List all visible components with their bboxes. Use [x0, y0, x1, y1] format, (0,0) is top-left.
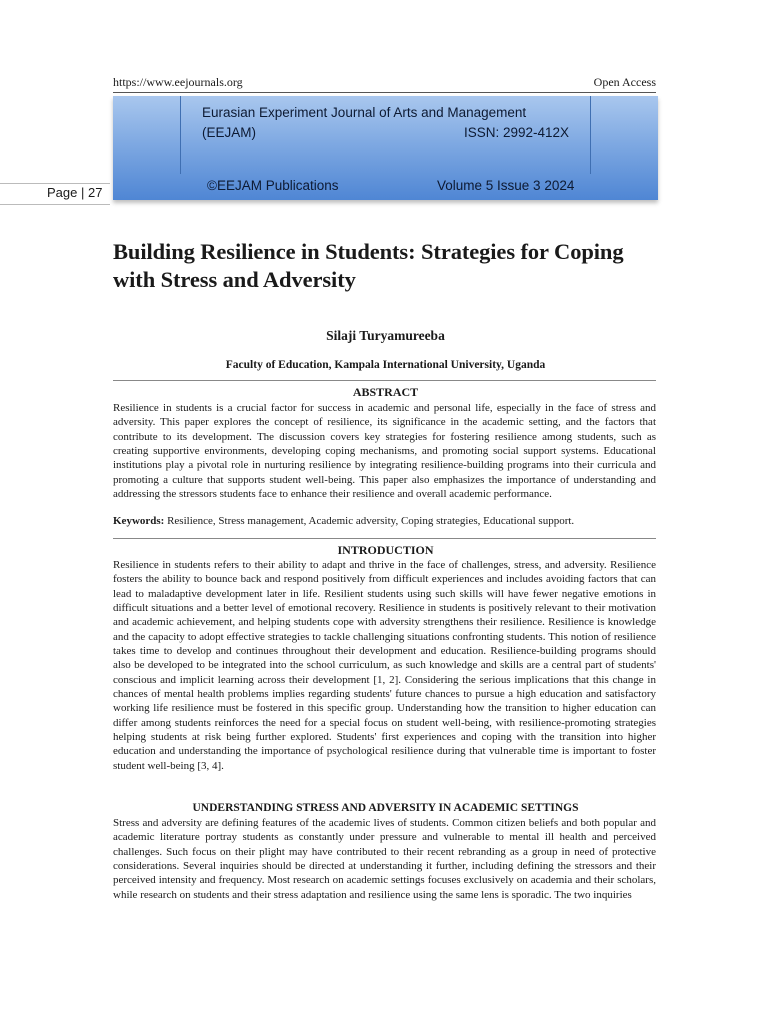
journal-banner — [113, 96, 658, 200]
publisher: ©EEJAM Publications — [207, 178, 339, 193]
intro-rule — [113, 538, 656, 539]
author-name: Silaji Turyamureeba — [326, 328, 445, 343]
journal-abbr: (EEJAM) — [202, 125, 256, 140]
open-access-label: Open Access — [593, 75, 656, 89]
author-affiliation: Faculty of Education, Kampala International University, Uganda — [225, 359, 546, 371]
abstract-text: Resilience in students is a crucial factor for success in academic and personal life, especially in the face of stress and adversity. This paper explores the concept of resilience, its significance in the academic setting, and the factors that contribute to its development. The discussion covers key strategies for fostering resilience among students, such as creating supportive environments, developing coping mechanisms, and promoting social support systems. Educational institutions play a pivotal role in nurturing resilience by integrating resilience-building programs into their curricula and promoting a culture that supports student well-being. This paper also emphasizes the importance of understanding and addressing the stressors students face to enhance their resilience and overall academic performance. — [113, 402, 656, 501]
keywords-list: Resilience, Stress management, Academic adversity, Coping strategies, Educational support. — [167, 515, 575, 527]
journal-name: Eurasian Experiment Journal of Arts and Management — [202, 105, 527, 120]
section-heading: UNDERSTANDING STRESS AND ADVERSITY IN ACADEMIC SETTINGS — [192, 802, 579, 814]
abstract-heading: ABSTRACT — [352, 385, 419, 399]
journal-issn: ISSN: 2992-412X — [464, 125, 570, 140]
header-rule — [113, 92, 656, 93]
url[interactable]: https://www.eejournals.org — [113, 75, 243, 89]
keywords — [113, 514, 658, 528]
keywords-label: Keywords: — [113, 515, 165, 527]
article-title: Building Resilience in Students: Strategies for Coping with Stress and Adversity — [113, 239, 624, 292]
abstract-rule — [113, 380, 656, 381]
introduction-text: Resilience in students refers to their ability to adapt and thrive in the face of challenges, stress, and adversity. Resilience fosters the ability to bounce back and respond positively from difficult experiences and includes avoiding factors that can lead to maladaptive development later in life. Resilient students using such skills will have fewer negative emotions in difficult situations and a better level of emotional recovery. Resilience in students is positively relevant to their motivation and academic achievement, and helping students cope with adversity strengthens their resilience. Resilience is knowledge and the capacity to adopt effective strategies to tackle challenging situations confronting students. This notion of resilience takes time to develop and continues throughout their development and education. Resilience-building programs should also be developed to be integrated into the school curriculum, as such knowledge and skills are a central part of students' conscious and implicit learning across their development [1, 2]. Considering the serious implications that this change in chances of mental health problems implies regarding students' future chances to pursue a high education and satisfactory working life resilience must be fostered in this specific group. Understanding how the transition to higher education can differ among students reinforces the need for a special focus on student well-being, with resilience-promoting strategies helping students at risk being further explored. Students' first experiences and coping with the transition into higher education and understanding the importance of psychological resilience during that vulnerable time is important to foster student well-being [3, 4]. — [113, 559, 656, 772]
banner-divider-right — [590, 96, 591, 174]
section-text: Stress and adversity are defining features of the academic lives of students. Common citizen beliefs and both popular and academic literature portray students as constantly under pressure and vulnerable to mental ill health and perceived challenges. Such focus on their plight may have contributed to their recent rebranding as a group in need of protective considerations. Several inquiries should be directed at understanding it further, including defining the stressors and their perceived intensity and frequency. Most research on academic settings focuses exclusively on academia and their scholars, while research on students and their stress adaptation and resilience using the same lens is sporadic. The two inquiries — [113, 817, 656, 901]
page-number: Page | 27 — [47, 185, 103, 200]
introduction-heading: INTRODUCTION — [337, 543, 434, 557]
volume-issue: Volume 5 Issue 3 2024 — [437, 178, 575, 193]
banner-divider-left — [180, 96, 181, 174]
